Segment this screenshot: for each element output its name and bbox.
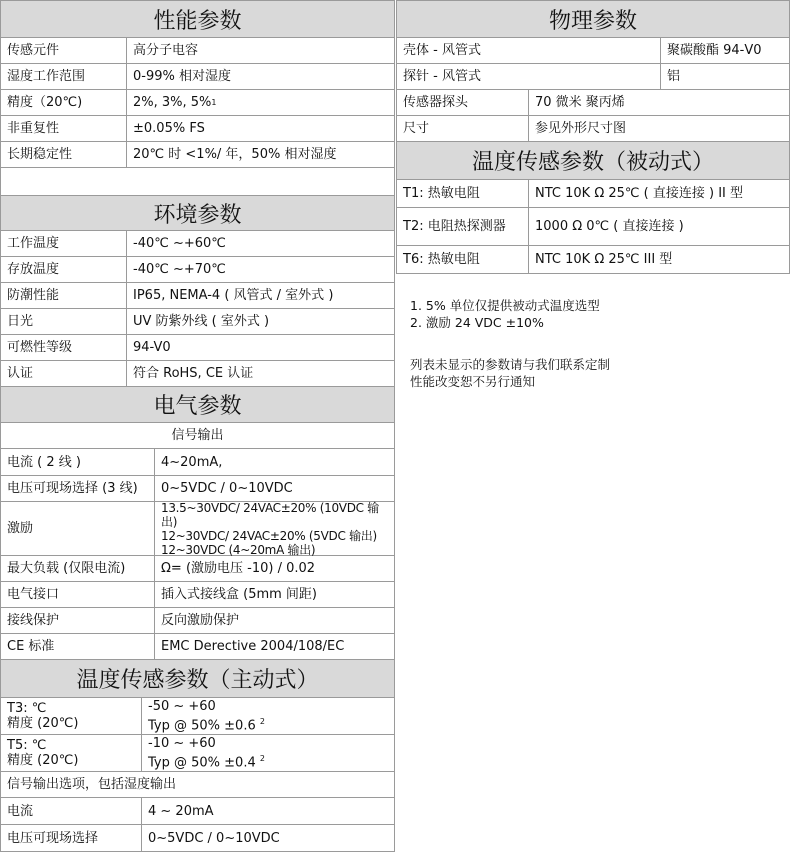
row-label: CE 标准	[7, 639, 55, 654]
row-value	[141, 735, 394, 771]
row-label: 精度（20℃)	[7, 95, 83, 110]
accuracy-value: 2%, 3%, 5%	[133, 95, 212, 110]
table-row	[0, 38, 395, 64]
performance-header	[0, 0, 395, 38]
t3-range: -50 ~ +60	[148, 698, 216, 714]
row-label: 最大负载 (仅限电流)	[7, 561, 126, 576]
row-value	[126, 90, 394, 115]
left-column	[0, 0, 395, 852]
excitation-line: 13.5~30VDC/ 24VAC±20% (10VDC 输出)	[161, 500, 379, 529]
row-value: NTC 10K Ω 25℃ III 型	[528, 246, 789, 273]
table-row	[0, 825, 395, 852]
table-row	[0, 231, 395, 257]
row-label	[1, 735, 141, 771]
table-row	[396, 246, 790, 274]
row-value: ±0.05% FS	[126, 116, 394, 141]
t3-label: T3: ℃	[7, 701, 47, 716]
electrical-header	[0, 387, 395, 423]
row-label	[1, 698, 141, 734]
row-value: -40℃ ~+70℃	[126, 257, 394, 282]
right-column	[396, 0, 790, 274]
electrical-title: 电气参数	[153, 394, 242, 419]
table-row	[396, 38, 790, 64]
footnote-marker: 2	[259, 753, 265, 763]
row-label: T6: 热敏电阻	[403, 252, 480, 267]
table-row	[0, 335, 395, 361]
physical-header	[396, 0, 790, 38]
performance-title: 性能参数	[153, 8, 242, 34]
table-row	[0, 798, 395, 825]
row-label: 电压可现场选择	[7, 830, 99, 846]
table-row	[0, 64, 395, 90]
row-label: 认证	[7, 366, 34, 381]
table-row	[396, 180, 790, 208]
row-value: 0~5VDC / 0~10VDC	[154, 476, 394, 501]
t5-accuracy	[148, 751, 265, 770]
table-row	[0, 142, 395, 168]
temp-passive-header	[396, 142, 790, 180]
row-value	[141, 698, 394, 734]
table-row	[0, 257, 395, 283]
row-label: 日光	[7, 314, 34, 329]
temp-active-header	[0, 660, 395, 698]
t5-label: T5: ℃	[7, 738, 47, 753]
row-value: -40℃ ~+60℃	[126, 231, 394, 256]
excitation-line: 12~30VDC (4~20mA 输出)	[161, 542, 316, 557]
footnotes	[410, 297, 600, 331]
signal-options-row: 信号输出选项，包括湿度输出	[7, 777, 177, 792]
t5-range: -10 ~ +60	[148, 735, 216, 751]
t3-accuracy-label: 精度 (20℃)	[7, 716, 79, 731]
row-value: 20℃ 时 <1%/ 年，50% 相对湿度	[126, 142, 394, 167]
row-value: 0-99% 相对湿度	[126, 64, 394, 89]
table-row	[0, 698, 395, 735]
table-row	[0, 423, 395, 449]
table-row	[396, 116, 790, 142]
table-row	[0, 90, 395, 116]
empty-row	[0, 168, 395, 196]
table-row	[0, 116, 395, 142]
row-label: 可燃性等级	[7, 340, 73, 355]
row-value: 铝	[660, 64, 789, 89]
table-row	[0, 361, 395, 387]
row-label: 电流 ( 2 线 )	[7, 454, 81, 470]
row-label: 激励	[7, 521, 34, 536]
table-row	[0, 772, 395, 798]
row-label: 长期稳定性	[7, 147, 73, 162]
remarks	[410, 356, 610, 390]
row-value: 反向激励保护	[154, 608, 394, 633]
table-row	[0, 449, 395, 476]
row-value: 符合 RoHS, CE 认证	[126, 361, 394, 386]
t3-accuracy	[148, 714, 265, 733]
environment-header	[0, 196, 395, 231]
row-label: 电气接口	[7, 587, 60, 602]
physical-title: 物理参数	[548, 8, 637, 34]
row-value: NTC 10K Ω 25℃ ( 直接连接 ) II 型	[528, 180, 789, 207]
remark-custom: 列表未显示的参数请与我们联系定制	[410, 357, 611, 372]
excitation-line: 12~30VDC/ 24VAC±20% (5VDC 输出)	[161, 528, 377, 543]
table-row	[0, 476, 395, 502]
temp-passive-title: 温度传感参数（被动式）	[471, 150, 714, 175]
row-label: 工作温度	[7, 236, 60, 251]
environment-title: 环境参数	[153, 202, 242, 228]
row-label: 存放温度	[7, 262, 60, 277]
row-value: 聚碳酸酯 94-V0	[660, 38, 789, 63]
row-label: 壳体 - 风管式	[403, 43, 481, 58]
table-row	[0, 309, 395, 335]
footnote-2: 2. 激励 24 VDC ±10%	[410, 315, 544, 330]
row-value: UV 防紫外线 ( 室外式 )	[126, 309, 394, 334]
row-label: 探针 - 风管式	[403, 69, 481, 84]
t3-accuracy-value: Typ @ 50% ±0.6	[148, 718, 256, 734]
table-row	[0, 634, 395, 660]
row-value: IP65, NEMA-4 ( 风管式 / 室外式 )	[126, 283, 394, 308]
table-row	[396, 64, 790, 90]
table-row	[0, 582, 395, 608]
footnote-marker: 2	[259, 716, 265, 726]
row-label: 电压可现场选择 (3 线)	[7, 481, 138, 496]
table-row	[0, 608, 395, 634]
row-value: Ω= (激励电压 -10) / 0.02	[154, 556, 394, 581]
table-row	[0, 735, 395, 772]
footnote-1: 1. 5% 单位仅提供被动式温度选型	[410, 298, 600, 313]
row-value: 插入式接线盒 (5mm 间距)	[154, 582, 394, 607]
row-label: T2: 电阻热探测器	[403, 219, 506, 234]
temp-active-title: 温度传感参数（主动式）	[76, 668, 319, 693]
row-value: 高分子电容	[126, 38, 394, 63]
row-value: 0~5VDC / 0~10VDC	[141, 825, 394, 851]
row-label: T1: 热敏电阻	[403, 186, 480, 201]
row-value: 70 微米 聚丙烯	[528, 90, 789, 115]
table-row	[0, 556, 395, 582]
row-value	[154, 502, 394, 555]
row-value: 参见外形尺寸图	[528, 116, 789, 141]
table-row	[396, 208, 790, 246]
row-label: 湿度工作范围	[7, 69, 86, 84]
row-label: 防潮性能	[7, 288, 60, 303]
t5-accuracy-value: Typ @ 50% ±0.4	[148, 755, 256, 771]
row-value: 1000 Ω 0℃ ( 直接连接 )	[528, 208, 789, 245]
signal-output-subtitle: 信号输出	[171, 428, 224, 443]
row-label: 接线保护	[7, 613, 60, 628]
table-row	[0, 502, 395, 556]
table-row	[396, 90, 790, 116]
remark-change: 性能改变恕不另行通知	[410, 374, 536, 389]
row-label: 传感器探头	[403, 95, 469, 110]
row-label: 传感元件	[7, 43, 60, 58]
row-value: 4~20mA,	[154, 449, 394, 475]
row-value: EMC Derective 2004/108/EC	[154, 634, 394, 659]
row-label: 非重复性	[7, 121, 60, 136]
t5-accuracy-label: 精度 (20℃)	[7, 753, 79, 768]
footnote-marker: 1	[211, 98, 217, 107]
table-row	[0, 283, 395, 309]
row-value: 4 ~ 20mA	[141, 798, 394, 824]
row-label: 尺寸	[403, 121, 430, 136]
row-label: 电流	[7, 803, 34, 819]
row-value: 94-V0	[126, 335, 394, 360]
